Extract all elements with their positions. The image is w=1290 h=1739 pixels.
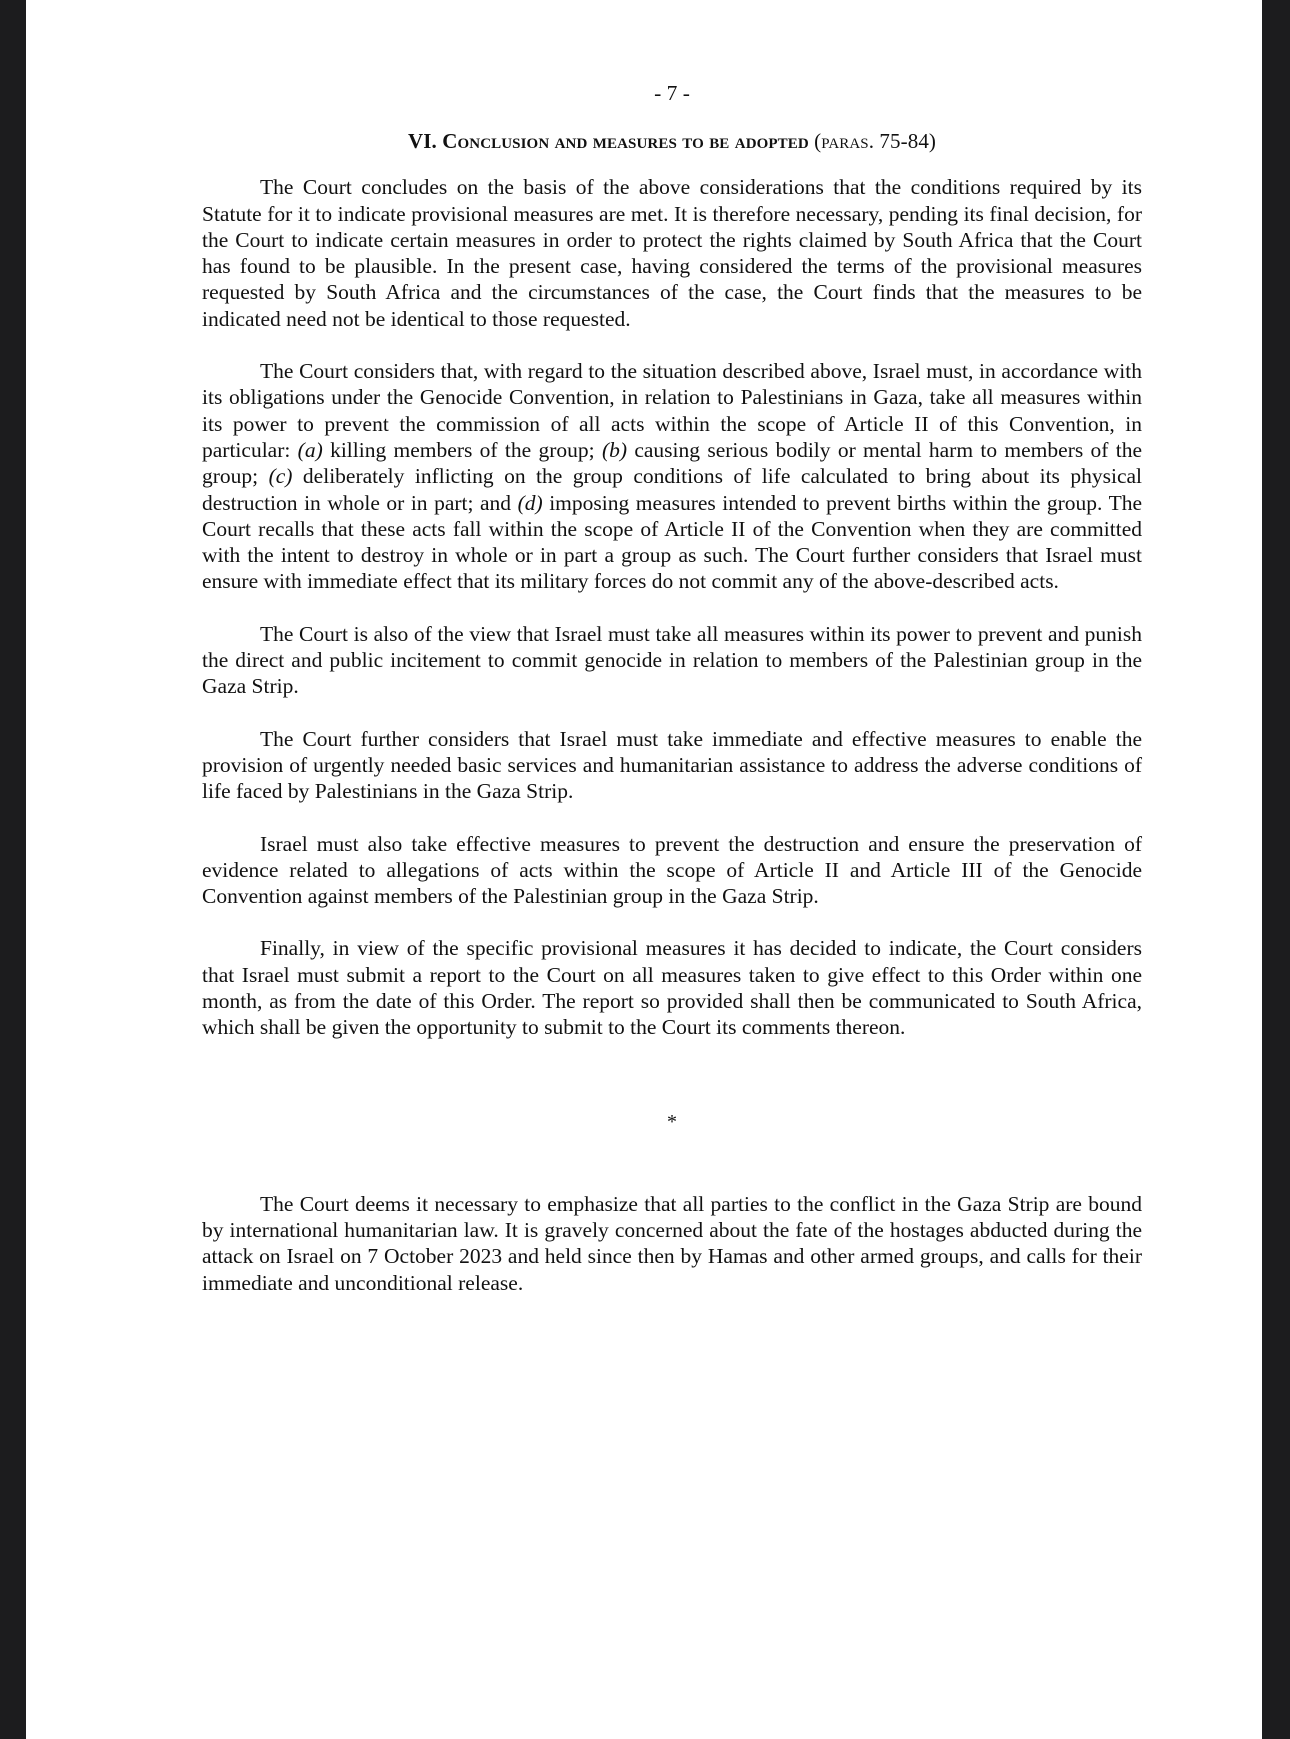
page-content bbox=[202, 80, 1142, 1322]
item-text-a: killing members of the group; bbox=[330, 437, 595, 462]
paragraph-evidence-preservation: Israel must also take effective measures to prevent the destruction and ensure the preservation of evidence related to allegations of acts within the scope of Article II and Article III of the Genocide Convention against members of the Palestinian group in the Gaza Strip. bbox=[202, 831, 1142, 909]
item-text-b: causing serious bodily or mental harm to members of the group; bbox=[202, 437, 1143, 489]
item-text-d: imposing measures intended to prevent births within the group. The Court recalls that these acts fall within the scope of Article II of the Convention when they are committed with the intent to destroy in whole or in part a group as such. The Court further considers that Israel must ensure with immediate effect that its military forces do not commit any of the above-described acts. bbox=[202, 490, 1142, 594]
paragraph-hostages: The Court deems it necessary to emphasize that all parties to the conflict in the Gaza Strip are bound by international humanitarian law. It is gravely concerned about the fate of the hostages abducted during the attack on Israel on 7 October 2023 and held since then by Hamas and other armed groups, and calls for their immediate and unconditional release. bbox=[202, 1191, 1142, 1295]
item-label-b: (b) bbox=[601, 437, 628, 462]
paragraph-conclusion: The Court concludes on the basis of the above considerations that the conditions required by its Statute for it to indicate provisional measures are met. It is therefore necessary, pending its final decision, for the Court to indicate certain measures in order to protect the rights claimed by South Africa that the Court has found to be plausible. In the present case, having considered the terms of the provisional measures requested by South Africa and the circumstances of the case, the Court finds that the measures to be indicated need not be identical to those requested. bbox=[202, 175, 1142, 331]
section-title: Conclusion and measures to be adopted bbox=[442, 129, 809, 153]
section-paragraph-range: (paras. 75-84) bbox=[814, 129, 937, 153]
section-separator: * bbox=[667, 1110, 677, 1133]
paragraph-incitement: The Court is also of the view that Israel must take all measures within its power to prevent and punish the direct and public incitement to commit genocide in relation to members of the Palestinian group in the Gaza Strip. bbox=[202, 621, 1142, 699]
item-label-a: (a) bbox=[297, 437, 323, 462]
item-label-c: (c) bbox=[268, 464, 293, 489]
section-heading bbox=[202, 128, 1142, 154]
paragraph-humanitarian-assistance: The Court further considers that Israel must take immediate and effective measures to enable the provision of urgently needed basic services and humanitarian assistance to address the adverse conditions of life faced by Palestinians in the Gaza Strip. bbox=[202, 726, 1142, 804]
item-text-c: deliberately inflicting on the group conditions of life calculated to bring about its physical destruction in whole or in part; and bbox=[202, 464, 1143, 515]
viewer-background-left bbox=[0, 0, 26, 1739]
section-number: VI. bbox=[407, 129, 437, 153]
paragraph-lead: The Court considers that, with regard to the situation described above, Israel must, in accordance with its obligations under the Genocide Convention, in relation to Palestinians in Gaza, take all measures within its power to prevent the commission of all acts within the scope of Article II of this Convention, in particular: bbox=[202, 359, 1142, 462]
paragraph-genocide-measures bbox=[202, 358, 1142, 595]
viewer-background-right bbox=[1262, 0, 1290, 1739]
item-label-d: (d) bbox=[517, 490, 543, 515]
document-page bbox=[26, 0, 1262, 1739]
paragraph-report: Finally, in view of the specific provisional measures it has decided to indicate, the Court considers that Israel must submit a report to the Court on all measures taken to give effect to this Order within one month, as from the date of this Order. The report so provided shall then be communicated to South Africa, which shall be given the opportunity to submit to the Court its comments thereon. bbox=[202, 936, 1142, 1040]
page-number: - 7 - bbox=[654, 81, 690, 105]
